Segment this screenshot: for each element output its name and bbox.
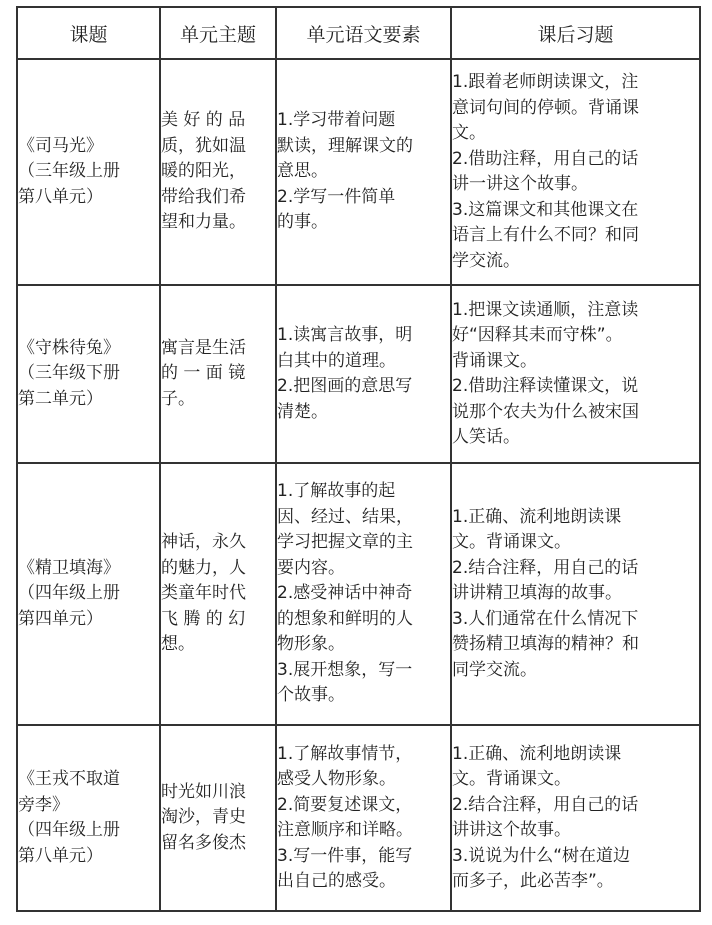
unit-theme-cell: 寓言是生活 的 一 面 镜 子。 <box>160 285 276 463</box>
lesson-title-cell: 《司马光》 （三年级上册 第八单元） <box>17 59 160 285</box>
language-elements-cell: 1.学习带着问题 默读，理解课文的 意思。 2.学写一件简单 的事。 <box>276 59 451 285</box>
language-elements-cell: 1.了解故事情节， 感受人物形象。 2.简要复述课文， 注意顺序和详略。 3.写一件事，能写 出自己的感受。 <box>276 725 451 911</box>
language-elements-cell: 1.了解故事的起 因、经过、结果， 学习把握文章的主 要内容。 2.感受神话中神奇 的想象和鲜明的人 物形象。 3.展开想象，写一 个故事。 <box>276 463 451 725</box>
exercises-cell: 1.跟着老师朗读课文，注 意词句间的停顿。背诵课 文。 2.借助注释，用自己的话 讲一讲这个故事。 3.这篇课文和其他课文在 语言上有什么不同？和同 学交流。 <box>451 59 700 285</box>
header-cell-elements <box>276 7 451 59</box>
header-theme-text: 单元主题 <box>179 23 256 46</box>
unit-theme-cell: 美 好 的 品 质，犹如温 暖的阳光， 带给我们希 望和力量。 <box>160 59 276 285</box>
unit-theme-cell: 时光如川浪 淘沙，青史 留名多俊杰 <box>160 725 276 911</box>
table-row <box>17 725 700 911</box>
table-header-row <box>17 7 700 59</box>
exercises-cell: 1.正确、流利地朗读课 文。背诵课文。 2.结合注释，用自己的话 讲讲精卫填海的故事。 3.人们通常在什么情况下 赞扬精卫填海的精神？和 同学交流。 <box>451 463 700 725</box>
lesson-title-cell: 《精卫填海》 （四年级上册 第四单元） <box>17 463 160 725</box>
header-cell-exercises <box>451 7 700 59</box>
unit-theme-cell: 神话，永久 的魅力，人 类童年时代 飞 腾 的 幻 想。 <box>160 463 276 725</box>
lesson-table <box>16 6 701 912</box>
header-title-text: 课题 <box>69 23 108 46</box>
exercises-cell: 1.把课文读通顺，注意读 好“因释其耒而守株”。 背诵课文。 2.借助注释读懂课文，说 说那个农夫为什么被宋国 人笑话。 <box>451 285 700 463</box>
exercises-cell: 1.正确、流利地朗读课 文。背诵课文。 2.结合注释，用自己的话 讲讲这个故事。 3.说说为什么“树在道边 而多子，此必苦李”。 <box>451 725 700 911</box>
language-elements-cell: 1.读寓言故事，明 白其中的道理。 2.把图画的意思写 清楚。 <box>276 285 451 463</box>
table-row <box>17 285 700 463</box>
header-elements-text: 单元语文要素 <box>306 23 421 46</box>
header-cell-title <box>17 7 160 59</box>
lesson-title-cell: 《守株待兔》 （三年级下册 第二单元） <box>17 285 160 463</box>
lesson-title-cell: 《王戎不取道 旁李》 （四年级上册 第八单元） <box>17 725 160 911</box>
header-cell-theme <box>160 7 276 59</box>
header-exercises-text: 课后习题 <box>537 23 614 46</box>
table-row <box>17 59 700 285</box>
table-row <box>17 463 700 725</box>
